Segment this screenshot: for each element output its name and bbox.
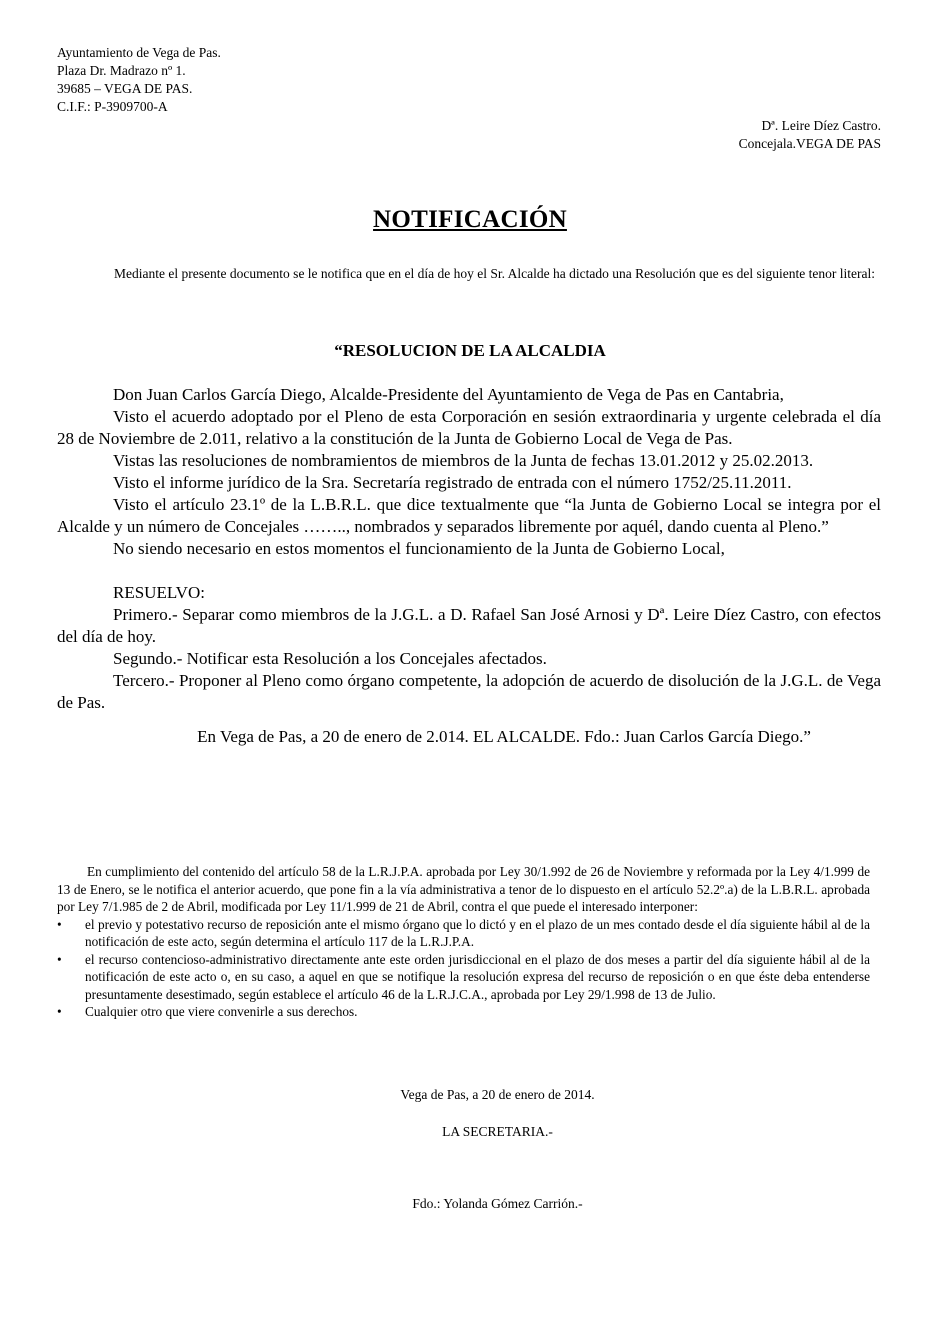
resolution-body xyxy=(57,384,881,748)
resolution-point-primero: Primero.- Separar como miembros de la J.G.L. a D. Rafael San José Arnosi y Dª. Leire Díez Castro, con efectos del día de hoy. xyxy=(57,605,881,646)
legal-paragraph: En cumplimiento del contenido del artículo 58 de la L.R.J.P.A. aprobada por Ley 30/1.992 de 26 de Noviembre y reformada por la Ley 4/1.999 de 13 de Enero, se le notifica el anterior acuerdo, que pone fin a la vía administrativa a tenor de lo dispuesto en el artículo 52.2º.a) de la L.B.R.L. aprobada por Ley 7/1.985 de 2 de Abril, modificada por Ley 11/1.999 de 21 de Abril, contra el que puede el interesado interponer: xyxy=(57,864,870,914)
resolution-point-segundo: Segundo.- Notificar esta Resolución a los Concejales afectados. xyxy=(113,649,547,668)
spacer xyxy=(57,560,881,582)
legal-notice xyxy=(57,863,870,1021)
document-title: NOTIFICACIÓN xyxy=(373,206,567,233)
list-item xyxy=(57,916,870,951)
recipient-role: Concejala.VEGA DE PAS xyxy=(738,136,881,151)
intro-paragraph: Mediante el presente documento se le notifica que en el día de hoy el Sr. Alcalde ha dictado una Resolución que es del siguiente tenor literal: xyxy=(114,266,876,281)
resolution-paragraph-4: Visto el informe jurídico de la Sra. Secretaría registrado de entrada con el número 1752/25.11.2011. xyxy=(113,473,792,492)
list-item-text: el previo y potestativo recurso de reposición ante el mismo órgano que lo dictó y en el plazo de un mes contado desde el día siguiente hábil al de la notificación de este acto, según determina el artículo 117 de la L.R.J.P.A. xyxy=(85,916,870,949)
resolution-paragraph-2: Visto el acuerdo adoptado por el Pleno de esta Corporación en sesión extraordinaria y urgente celebrada el día 28 de Noviembre de 2.011, relativo a la constitución de la Junta de Gobierno Local de Vega de Pas. xyxy=(57,407,881,448)
resolution-closing: En Vega de Pas, a 20 de enero de 2.014. EL ALCALDE. Fdo.: Juan Carlos García Diego.” xyxy=(197,727,811,746)
signature-role: LA SECRETARIA.- xyxy=(442,1124,553,1139)
recipient-address xyxy=(739,117,881,153)
bullet-icon: • xyxy=(57,951,62,967)
remedies-list xyxy=(57,916,870,1021)
resuelvo-heading: RESUELVO: xyxy=(113,583,205,602)
sender-line-3: 39685 – VEGA DE PAS. xyxy=(57,81,193,96)
resolution-paragraph-5: Visto el artículo 23.1º de la L.B.R.L. que dice textualmente que “la Junta de Gobierno Local se integra por el Alcalde y un número de Concejales …….., nombrados y separados libremente por aquél, dando cuenta al Pleno.” xyxy=(57,495,881,536)
resolution-heading: “RESOLUCION DE LA ALCALDIA xyxy=(334,341,606,360)
resolution-point-tercero: Tercero.- Proponer al Pleno como órgano competente, la adopción de acuerdo de disolución de la J.G.L. de Vega de Pas. xyxy=(57,671,881,712)
bullet-icon: • xyxy=(57,916,62,932)
sender-line-4: C.I.F.: P-3909700-A xyxy=(57,99,168,114)
resolution-paragraph-3: Vistas las resoluciones de nombramientos de miembros de la Junta de fechas 13.01.2012 y 25.02.2013. xyxy=(113,451,814,470)
signature-date: Vega de Pas, a 20 de enero de 2014. xyxy=(400,1087,595,1102)
list-item xyxy=(57,1003,870,1021)
list-item-text: el recurso contencioso-administrativo directamente ante este orden jurisdiccional en el plazo de dos meses a partir del día siguiente hábil al de la notificación de este acto o, en su caso, a aquel en que se notifique la resolución expresa del recurso de reposición o en que éste deba entenderse presuntamente desestimado, según establece el artículo 46 de la L.R.J.C.A., aprobada por Ley 29/1.998 de 13 de Julio. xyxy=(85,951,870,1002)
resolution-paragraph-6: No siendo necesario en estos momentos el funcionamiento de la Junta de Gobierno Local, xyxy=(113,539,725,558)
resolution-paragraph-1: Don Juan Carlos García Diego, Alcalde-Presidente del Ayuntamiento de Vega de Pas en Cantabria, xyxy=(113,385,784,404)
sender-line-2: Plaza Dr. Madrazo nº 1. xyxy=(57,63,186,78)
bullet-icon: • xyxy=(57,1004,62,1019)
recipient-name: Dª. Leire Díez Castro. xyxy=(761,118,881,133)
sender-address xyxy=(57,44,221,116)
signature-name: Fdo.: Yolanda Gómez Carrión.- xyxy=(412,1196,583,1211)
sender-line-1: Ayuntamiento de Vega de Pas. xyxy=(57,45,221,60)
list-item xyxy=(57,951,870,1004)
list-item-text: Cualquier otro que viere convenirle a sus derechos. xyxy=(85,1004,358,1019)
